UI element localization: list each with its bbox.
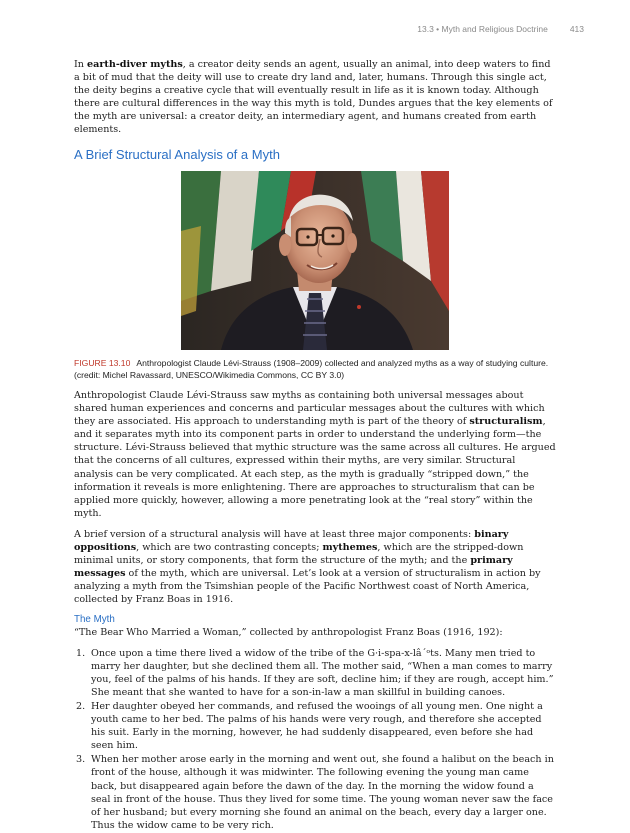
myth-intro: “The Bear Who Married a Woman,” collected by anthropologist Franz Boas (1916, 192): <box>74 627 503 639</box>
subsection-title: The Myth <box>74 614 115 626</box>
list-number: 1. <box>76 647 86 659</box>
term-primary-messages: primary messages <box>74 555 513 580</box>
para3-a: A brief version of a structural analysis will have at least three major components: <box>74 528 475 540</box>
paragraph-structuralism <box>74 389 556 520</box>
para2-b: , and it separates myth into its component parts in order to understand the underlying form—the structure. Lévi-Strauss believed that mythic structure was the same across all cultures. He argued that the concerns of all cultures, expressed within their myths, are very similar. Structural analysis can be very complicated. At each step, as the myth is gradually “stripped down,” the information it reveals is more enlightening. There are approaches to structuralism that can be applied more quickly, however, allowing a more penetrating look at the “real story” within the myth. <box>74 416 556 519</box>
list-number: 2. <box>76 700 86 712</box>
list-item <box>74 753 556 832</box>
para2-a: Anthropologist Claude Lévi-Strauss saw myths as containing both universal messages about shared human experiences and concerns and particular messages about the cultures with which they are associated. His approach to understanding myth is part of the theory of <box>74 389 545 428</box>
list-text: Her daughter obeyed her commands, and refused the wooings of all young men. One night a youth came to her bed. The palms of his hands were very rough, and therefore she accepted his suit. Early in the morning, however, he had suddenly disappeared, even before she had seen him. <box>91 700 543 752</box>
list-number: 3. <box>76 754 86 766</box>
myth-list <box>74 647 556 832</box>
figure-label: FIGURE 13.10 <box>74 357 131 368</box>
intro-lead: In <box>74 59 88 70</box>
term-earth-diver-myths: earth-diver myths <box>87 59 183 70</box>
figure-caption-text: Anthropologist Claude Lévi-Strauss (1908–2009) collected and analyzed myths as a way of studying culture. (credit: Michel Ravassard, UNESCO/Wikimedia Commons, CC BY 3.0) <box>74 357 549 380</box>
photo-levi-strauss <box>181 171 449 350</box>
para3-b: , which are two contrasting concepts; <box>136 542 323 553</box>
figure-13-10 <box>74 171 556 350</box>
figure-caption <box>74 357 556 381</box>
page-content <box>74 58 556 833</box>
header-section: 13.3 • Myth and Religious Doctrine <box>417 24 548 34</box>
intro-text: , a creator deity sends an agent, usually an animal, into deep waters to find a bit of mud that the deity will use to create dry land and, later, humans. Through this single act, the deity begins a creative cycle that will eventually result in life as it is known today. Although there are cultural differences in the way this myth is told, Dundes argues that the key elements of the myth are universal: a creator deity, an intermediary agent, and humans created from earth elements. <box>74 59 553 136</box>
running-header <box>417 24 584 34</box>
portrait-illustration <box>181 171 449 350</box>
page-number: 413 <box>569 24 584 34</box>
intro-paragraph <box>74 58 556 137</box>
list-item <box>74 700 556 752</box>
list-text: When her mother arose early in the morning and went out, she found a halibut on the beach in front of the house, although it was midwinter. The following evening the young man came back, but disappeared again before the dawn of the day. In the morning the widow found a seal in front of the house. Thus they lived for some time. The young woman never saw the face of her husband; but every morning she found an animal on the beach, every day a larger one. Thus the widow came to be very rich. <box>91 754 554 831</box>
term-structuralism: structuralism <box>469 416 543 428</box>
para3-d: of the myth, which are universal. Let’s look at a version of structuralism in action by analyzing a myth from the Tsimshian people of the Pacific Northwest coast of North America, collected by Franz Boas in 1916. <box>74 568 541 606</box>
term-binary-oppositions: binary oppositions <box>74 528 509 553</box>
section-title: A Brief Structural Analysis of a Myth <box>74 146 280 162</box>
term-mythemes: mythemes <box>322 542 378 553</box>
paragraph-components <box>74 528 556 607</box>
list-text: Once upon a time there lived a widow of the tribe of the G·i-spa-x-lâ´ᵒts. Many men tried to marry her daughter, but she declined them all. The mother said, “When a man comes to marry you, feel of the palms of his hands. If they are soft, decline him; if they are rough, accept him.” She meant that she wanted to have for a son-in-law a man skillful in building canoes. <box>91 647 554 698</box>
list-item <box>74 647 556 699</box>
para3-c: , which are the stripped-down minimal units, or story components, that form the structure of the myth; and the <box>74 542 524 567</box>
